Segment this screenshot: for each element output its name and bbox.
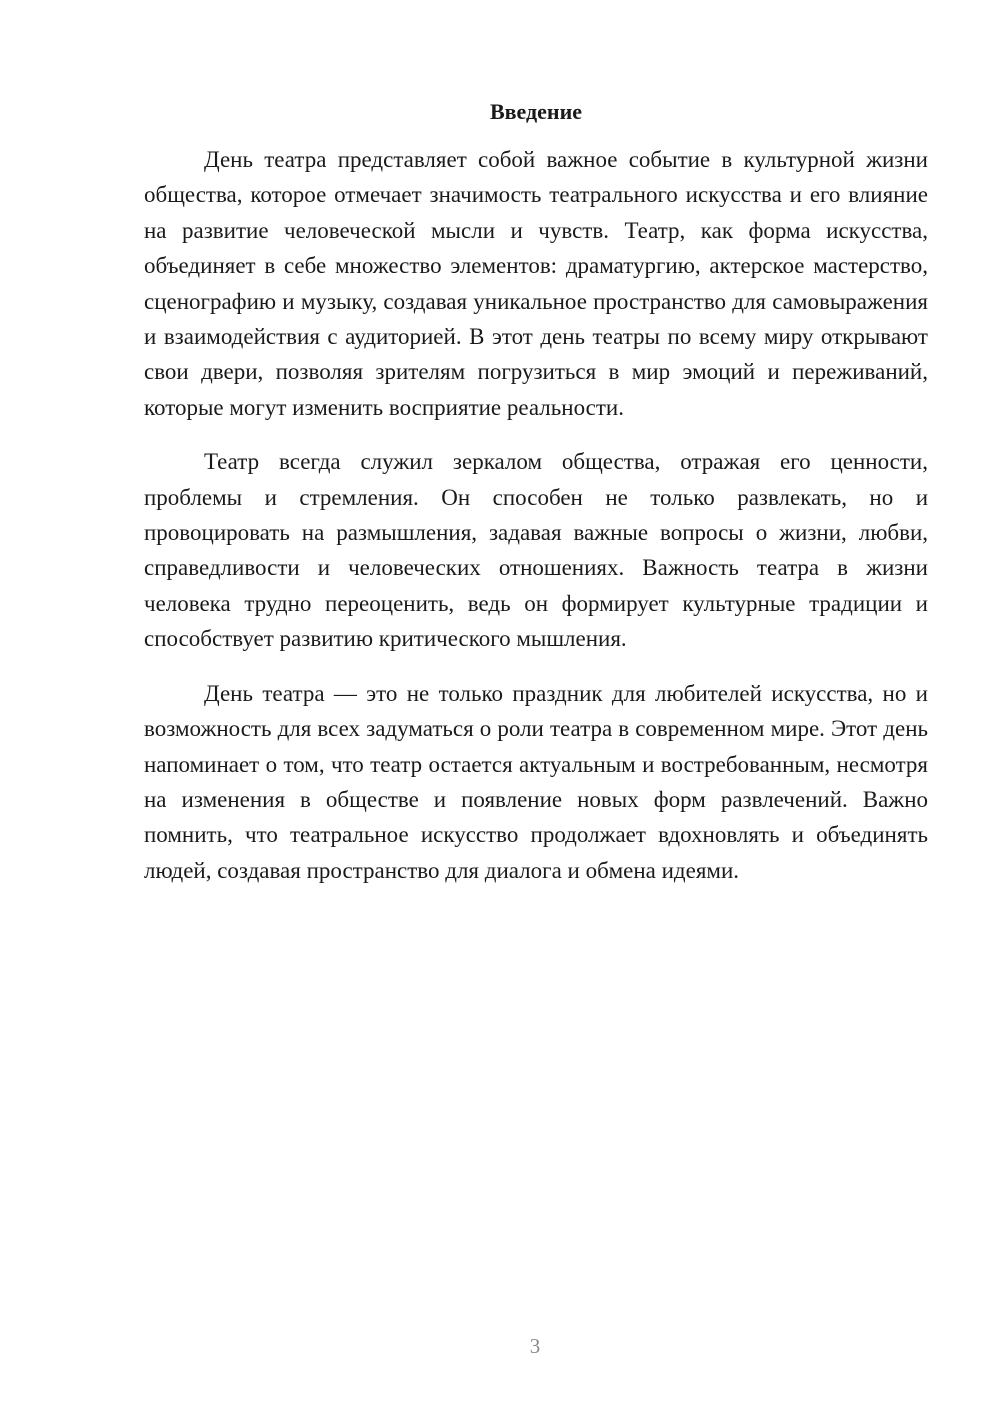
paragraph: Театр всегда служил зеркалом общества, отражая его ценности, проблемы и стремления. Он способен не только развлекать, но и провоцировать на размышления, задавая важные вопросы о жизни, любви, справедливости и человеческих отношениях. Важность театра в жизни человека трудно переоценить, ведь он формирует культурные традиции и способствует развитию критического мышления. bbox=[144, 449, 928, 652]
page-number: 3 bbox=[529, 1334, 541, 1358]
section-title: Введение bbox=[489, 99, 583, 124]
page-content bbox=[144, 96, 928, 888]
paragraph: День театра представляет собой важное событие в культурной жизни общества, которое отмечает значимость театрального искусства и его влияние на развитие человеческой мысли и чувств. Театр, как форма искусства, объединяет в себе множество элементов: драматургию, актерское мастерство, сценографию и музыку, создавая уникальное пространство для самовыражения и взаимодействия с аудиторией. В этот день театры по всему миру открывают свои двери, позволяя зрителям погрузиться в мир эмоций и переживаний, которые могут изменить восприятие реальности. bbox=[144, 147, 928, 420]
paragraph: День театра — это не только праздник для любителей искусства, но и возможность для всех задуматься о роли театра в современном мире. Этот день напоминает о том, что театр остается актуальным и востребованным, несмотря на изменения в обществе и появление новых форм развлечений. Важно помнить, что театральное искусство продолжает вдохновлять и объединять людей, создавая пространство для диалога и обмена идеями. bbox=[144, 680, 928, 883]
